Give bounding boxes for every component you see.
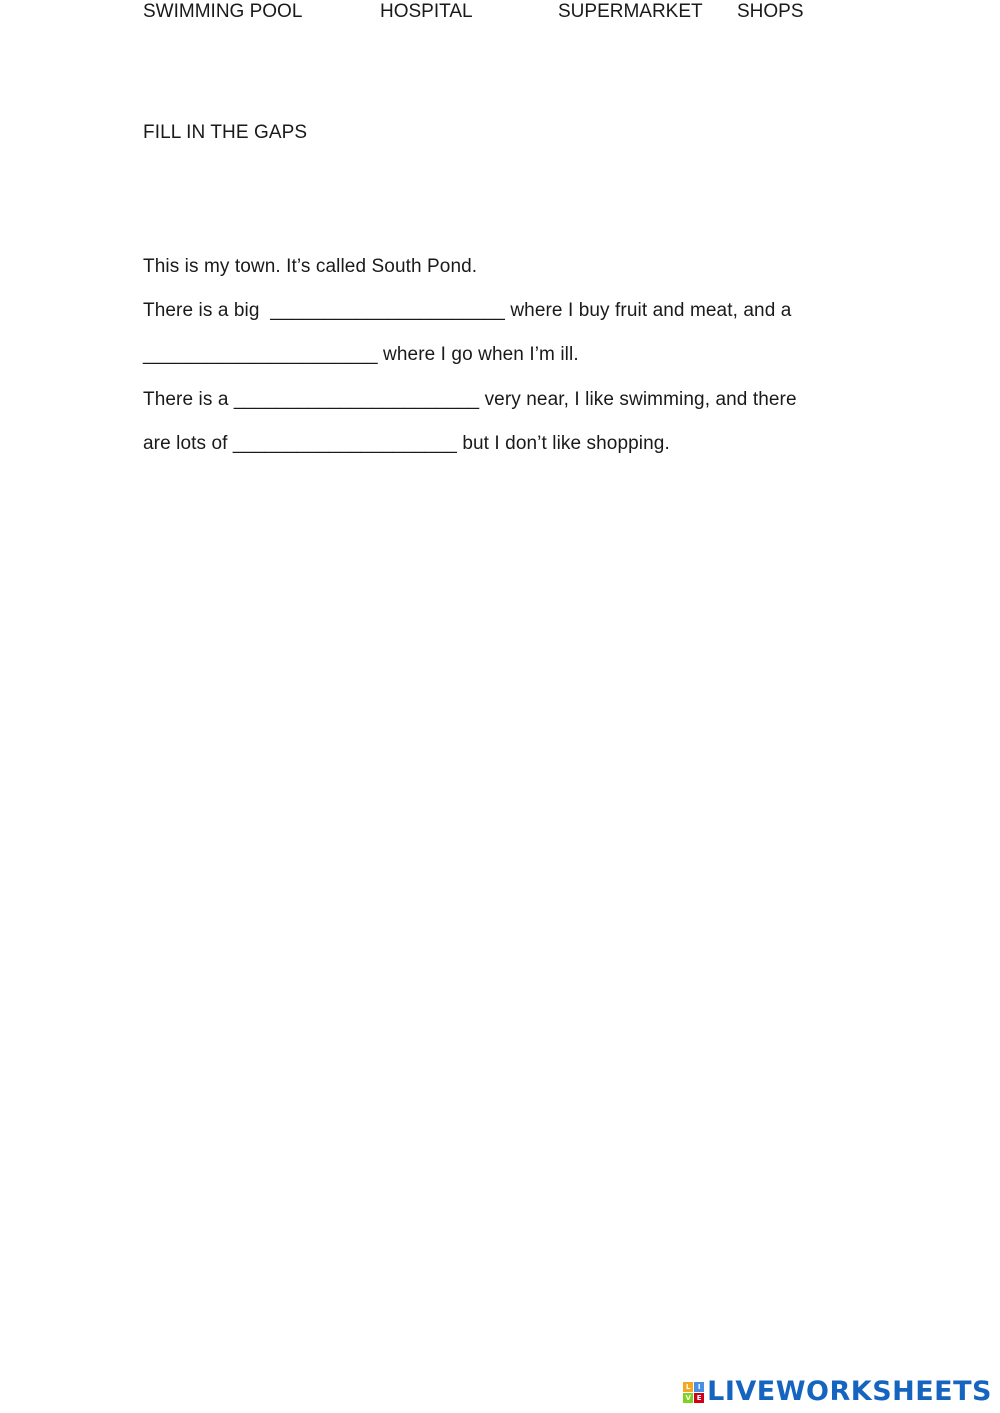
logo-text: LIVEWORKSHEETS [707,1376,992,1407]
line-text: This is my town. It’s called South Pond. [143,256,478,277]
word-bank-supermarket: SUPERMARKET [558,1,703,22]
text-line-5 [143,432,670,456]
gap-blank-2[interactable]: ______________________ [143,344,378,365]
gap-blank-1[interactable]: ______________________ [270,300,505,321]
word-bank-shops: SHOPS [737,1,804,22]
liveworksheets-logo [683,1377,992,1407]
gap-blank-3[interactable]: _______________________ [233,389,480,410]
word-bank-hospital: HOSPITAL [380,1,473,22]
line-text-before: are lots of [143,433,233,454]
logo-mark-letter: E [694,1393,704,1403]
line-text-after: where I buy fruit and meat, and a [504,300,792,321]
text-line-2 [143,299,791,323]
line-text-after: very near, I like swimming, and there [479,389,797,410]
line-text-before: There is a big [143,300,271,321]
worksheet-title: FILL IN THE GAPS [143,122,308,143]
logo-mark-letter: L [683,1382,693,1392]
word-bank-swimming-pool: SWIMMING POOL [143,1,303,22]
line-text-after: where I go when I’m ill. [377,344,579,365]
text-line-1 [143,255,477,279]
line-text-before: There is a [143,389,234,410]
logo-mark-letter: V [683,1393,693,1403]
gap-blank-4[interactable]: _____________________ [232,433,457,454]
line-text-after: but I don’t like shopping. [456,433,670,454]
logo-mark-letter: I [694,1382,704,1392]
text-line-4 [143,388,797,412]
text-line-3 [143,343,579,367]
word-bank [0,0,1000,24]
logo-mark-icon [683,1382,704,1403]
